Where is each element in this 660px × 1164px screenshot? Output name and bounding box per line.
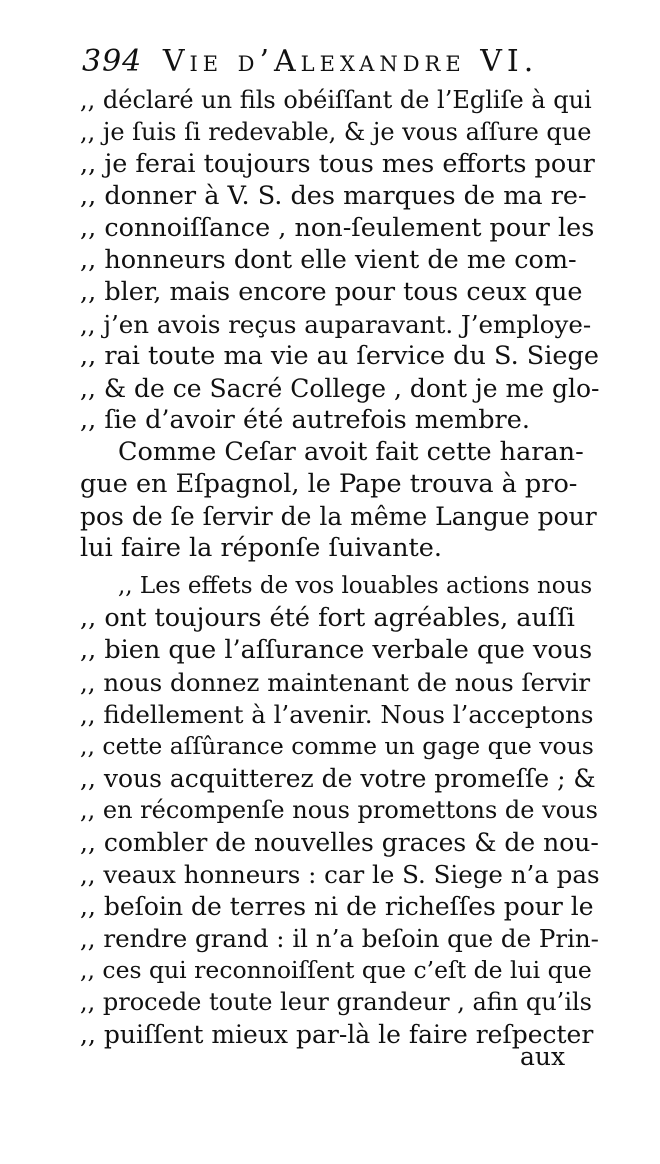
text-line: lui faire la réponſe ſuivante.: [80, 533, 442, 563]
text-line: ,, ces qui reconnoiſſent que c’eſt de lui que: [80, 956, 592, 984]
text-line: ,, rendre grand : il n’a beſoin que de Prin-: [80, 924, 599, 953]
page-number: 394: [82, 44, 143, 79]
text-line: gue en Eſpagnol, le Pape trouva à pro-: [80, 469, 578, 499]
text-line: ,, ſie d’avoir été autrefois membre.: [80, 405, 530, 435]
text-line: ,, rai toute ma vie au ſervice du S. Siege: [80, 341, 599, 371]
paragraph-start-line: ,, Les effets de vos louables actions nous: [118, 573, 593, 599]
text-line: ,, honneurs dont elle vient de me com-: [80, 245, 577, 275]
catchword: aux: [520, 1042, 566, 1071]
text-line: ,, bien que l’aſſurance verbale que vous: [80, 635, 593, 665]
text-line: ,, nous donnez maintenant de nous ſervir: [80, 668, 591, 697]
text-line: ,, donner à V. S. des marques de ma re-: [80, 181, 587, 211]
text-line: ,, fidellement à l’avenir. Nous l’acceptons: [80, 700, 594, 729]
paragraph-start-line: Comme Ceſar avoit fait cette haran-: [118, 437, 584, 467]
text-line: ,, procede toute leur grandeur , afin qu’ils: [80, 988, 592, 1016]
text-line: ,, puiſſent mieux par-là le faire reſpecter: [80, 1020, 594, 1049]
text-line: ,, combler de nouvelles graces & de nou-: [80, 828, 599, 857]
text-line: ,, en récompenſe nous promettons de vous: [80, 796, 598, 824]
text-line: ,, beſoin de terres ni de richeſſes pour le: [80, 892, 594, 921]
text-line: ,, vous acquitterez de votre promeſſe ; &: [80, 764, 596, 793]
text-line: ,, ont toujours été fort agréables, auſſi: [80, 603, 575, 633]
text-line: pos de ſe ſervir de la même Langue pour: [80, 502, 597, 531]
running-title: Vie d’Alexandre VI.: [162, 44, 539, 79]
text-line: ,, je ferai toujours tous mes efforts pour: [80, 149, 595, 179]
text-line: ,, & de ce Sacré College , dont je me glo-: [80, 374, 600, 403]
text-line: ,, cette aſſûrance comme un gage que vous: [80, 732, 594, 760]
text-line: ,, j’en avois reçus auparavant. J’employe-: [80, 310, 592, 339]
page-header: [82, 44, 582, 88]
text-line: ,, bler, mais encore pour tous ceux que: [80, 277, 583, 307]
text-line: ,, connoiſſance , non-ſeulement pour les: [80, 213, 595, 243]
text-line: ,, déclaré un fils obéiſſant de l’Egliſe à qui: [80, 86, 592, 114]
text-line: ,, veaux honneurs : car le S. Siege n’a pas: [80, 860, 600, 889]
text-line: ,, je ſuis ſi redevable, & je vous aſſure que: [80, 118, 592, 146]
